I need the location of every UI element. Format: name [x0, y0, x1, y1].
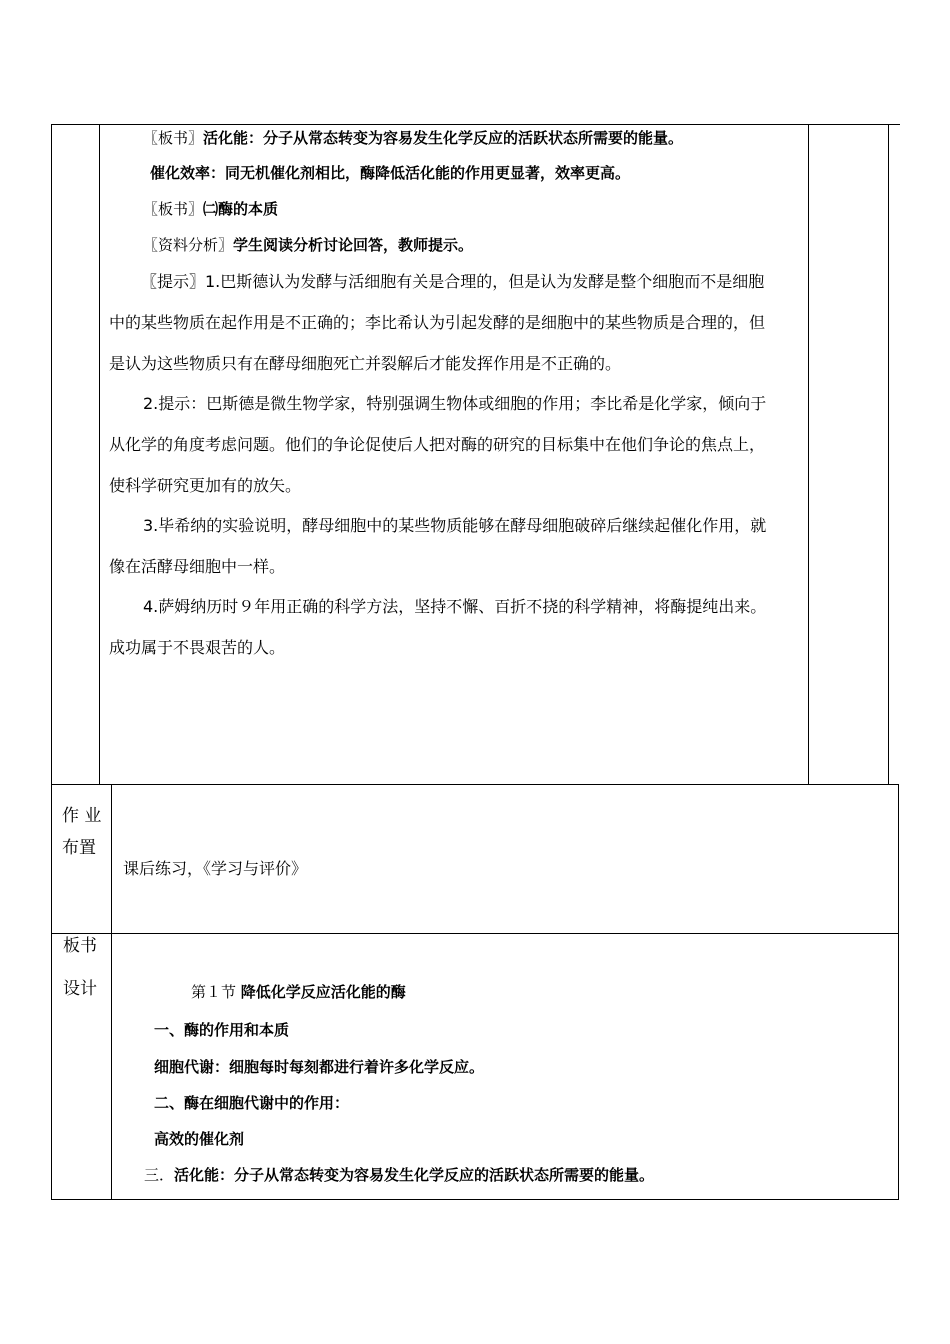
- bottom-label-divider: [111, 784, 112, 1200]
- board-design-line: 一、酶的作用和本质: [154, 1021, 290, 1039]
- board-design-last-line: [144, 1168, 654, 1183]
- activation-energy-summary: 活化能：分子从常态转变为容易发生化学反应的活跃状态所需要的能量。: [174, 1166, 655, 1184]
- top-inner-right-border: [808, 124, 809, 785]
- hint-line: 4.萨姆纳历时９年用正确的科学方法，坚持不懈、百折不挠的科学精神，将酶提纯出来。: [143, 597, 767, 616]
- hint-line: 3.毕希纳的实验说明，酵母细胞中的某些物质能够在酵母细胞破碎后继续起催化作用，就: [143, 516, 767, 535]
- homework-label-line2: 布置: [62, 838, 96, 858]
- top-left-border: [51, 124, 52, 785]
- board-design-title: [191, 985, 406, 1000]
- board-design-top-border: [51, 933, 899, 934]
- homework-top-border: [51, 784, 899, 785]
- board-design-label-line1: 板书: [63, 936, 97, 956]
- enzyme-essence-heading: ㈡酶的本质: [203, 200, 279, 218]
- section-number: 第１节: [191, 983, 237, 1001]
- homework-content: 课后练习，《学习与评价》: [123, 859, 308, 878]
- analysis-text: 学生阅读分析讨论回答，教师提示。: [233, 236, 474, 254]
- section-title: 降低化学反应活化能的酶: [240, 983, 406, 1001]
- analysis-label: 〖资料分析〗: [143, 236, 234, 254]
- hint-line: 使科学研究更加有的放矢。: [109, 476, 302, 495]
- hint-line: 从化学的角度考虑问题。他们的争论促使后人把对酶的研究的目标集中在他们争论的焦点上，: [109, 435, 766, 454]
- board-design-line: 高效的催化剂: [154, 1130, 245, 1148]
- bottom-right-border: [898, 784, 899, 1200]
- activation-energy-definition: 活化能：分子从常态转变为容易发生化学反应的活跃状态所需要的能量。: [203, 129, 684, 147]
- hint-line: 成功属于不畏艰苦的人。: [109, 638, 286, 657]
- board-line-1: [143, 131, 683, 146]
- board-design-label-line2: 设计: [63, 979, 97, 999]
- board-label: 〖板书〗: [143, 129, 204, 147]
- board-design-line: 二、酶在细胞代谢中的作用：: [154, 1094, 350, 1112]
- hint-line: 中的某些物质在起作用是不正确的；李比希认为引起发酵的是细胞中的某些物质是合理的，但: [109, 313, 766, 332]
- hint-line: 2.提示：巴斯德是微生物学家，特别强调生物体或细胞的作用；李比希是化学家，倾向于: [143, 394, 767, 413]
- board-line-2: [143, 202, 278, 217]
- hint-line: 是认为这些物质只有在酵母细胞死亡并裂解后才能发挥作用是不正确的。: [109, 354, 622, 373]
- board-design-line: 细胞代谢：细胞每时每刻都进行着许多化学反应。: [154, 1058, 485, 1076]
- analysis-line: [143, 238, 473, 253]
- catalytic-efficiency-line: 催化效率：同无机催化剂相比，酶降低活化能的作用更显著，效率更高。: [150, 164, 631, 182]
- homework-label-line1: 作 业: [62, 806, 102, 826]
- board-label: 〖板书〗: [143, 200, 204, 218]
- bottom-border: [51, 1199, 899, 1200]
- top-inner-left-border: [99, 124, 100, 785]
- top-right-border: [888, 124, 889, 785]
- hint-line: 〖提示〗1.巴斯德认为发酵与活细胞有关是合理的，但是认为发酵是整个细胞而不是细胞: [141, 272, 765, 291]
- hint-line: 像在活酵母细胞中一样。: [109, 557, 286, 576]
- bottom-left-border: [51, 784, 52, 1200]
- top-border: [51, 124, 900, 125]
- point-number: 三．: [144, 1166, 175, 1184]
